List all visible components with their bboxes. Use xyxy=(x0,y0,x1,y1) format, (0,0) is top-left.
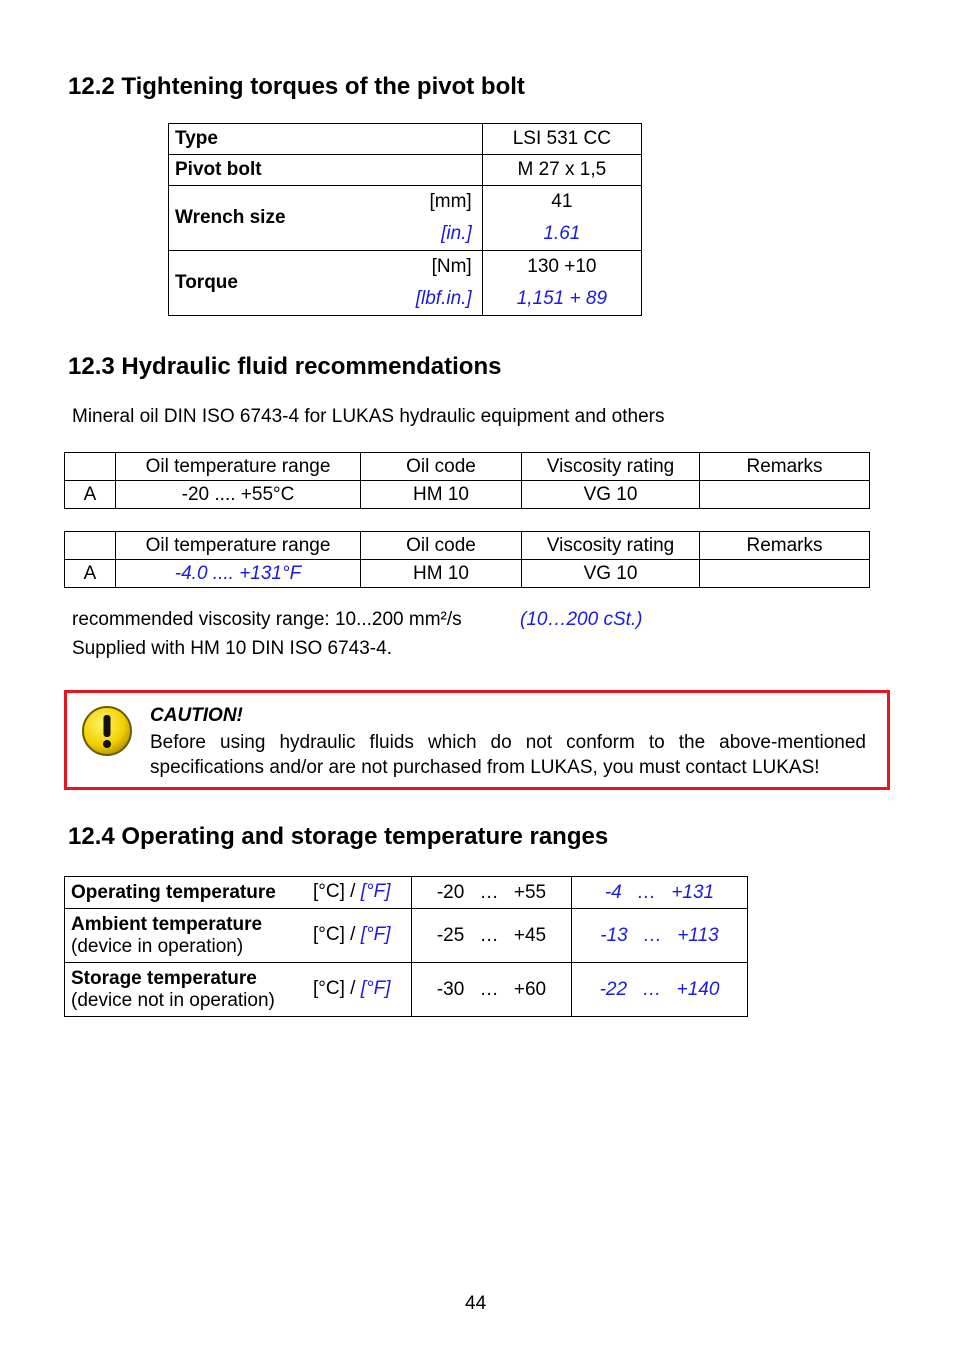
header-cell: Oil code xyxy=(361,453,522,481)
header-cell xyxy=(65,532,116,560)
torque-unit-imperial: [lbf.in.] xyxy=(415,288,472,309)
oil-table-imperial xyxy=(64,531,870,588)
header-cell xyxy=(65,453,116,481)
ellipsis: … xyxy=(637,881,657,903)
header-cell: Viscosity rating xyxy=(522,532,700,560)
row-sublabel: (device in operation) xyxy=(71,935,244,957)
header-cell: Oil code xyxy=(361,532,522,560)
table-cell: -4.0 .... +131°F xyxy=(116,560,361,588)
section-title-12-2: 12.2 Tightening torques of the pivot bolt xyxy=(68,73,525,100)
header-cell: Remarks xyxy=(700,532,870,560)
fahrenheit-max: +113 xyxy=(677,924,719,946)
type-label: Type xyxy=(169,124,483,155)
unit-imperial: [°F] xyxy=(360,978,391,999)
table-header-row xyxy=(65,532,870,560)
wrench-value-metric: 41 xyxy=(551,191,573,212)
page-number: 44 xyxy=(465,1293,487,1314)
ellipsis: … xyxy=(642,978,662,1000)
wrench-unit-metric: [mm] xyxy=(429,191,472,212)
oil-intro: Mineral oil DIN ISO 6743-4 for LUKAS hydraulic equipment and others xyxy=(72,406,665,427)
temperature-table xyxy=(64,876,748,1017)
caution-title: CAUTION! xyxy=(150,705,243,726)
warning-icon xyxy=(81,705,133,757)
unit-imperial: [°F] xyxy=(360,924,391,945)
torque-value-metric: 130 +10 xyxy=(527,256,597,277)
torque-value-imperial: 1,151 + 89 xyxy=(516,288,608,309)
wrench-value-imperial: 1.61 xyxy=(543,223,581,244)
table-cell: HM 10 xyxy=(361,481,522,509)
header-cell: Viscosity rating xyxy=(522,453,700,481)
table-cell: -20 .... +55°C xyxy=(116,481,361,509)
fahrenheit-min: -4 xyxy=(604,881,622,903)
table-row xyxy=(65,963,748,1017)
table-row xyxy=(65,481,870,509)
table-row xyxy=(65,909,748,963)
header-cell: Oil temperature range xyxy=(116,453,361,481)
ellipsis: … xyxy=(479,978,499,1000)
row-label: Storage temperature xyxy=(71,967,257,989)
torque-label: Torque xyxy=(169,251,346,316)
section-title-12-3: 12.3 Hydraulic fluid recommendations xyxy=(68,353,502,380)
supplied-note: Supplied with HM 10 DIN ISO 6743-4. xyxy=(72,638,392,659)
celsius-min: -30 xyxy=(436,978,465,1000)
table-cell: VG 10 xyxy=(522,560,700,588)
table-row xyxy=(169,186,642,251)
row-label: Operating temperature xyxy=(71,881,276,903)
celsius-max: +55 xyxy=(513,881,547,903)
table-row xyxy=(169,251,642,316)
table-row xyxy=(169,124,642,155)
pivot-label: Pivot bolt xyxy=(169,155,483,186)
table-cell xyxy=(700,481,870,509)
celsius-max: +60 xyxy=(513,978,547,1000)
ellipsis: … xyxy=(479,881,499,903)
row-label: Ambient temperature xyxy=(71,913,263,935)
pivot-value: M 27 x 1,5 xyxy=(482,155,641,186)
header-cell: Oil temperature range xyxy=(116,532,361,560)
viscosity-range: recommended viscosity range: 10...200 mm²/s xyxy=(72,609,462,630)
fahrenheit-max: +131 xyxy=(671,881,715,903)
celsius-min: -20 xyxy=(436,881,465,903)
table-row xyxy=(65,877,748,909)
table-cell: HM 10 xyxy=(361,560,522,588)
celsius-max: +45 xyxy=(513,924,547,946)
ellipsis: … xyxy=(479,924,499,946)
unit-metric: [°C] / xyxy=(313,924,356,945)
table-header-row xyxy=(65,453,870,481)
type-value: LSI 531 CC xyxy=(482,124,641,155)
fahrenheit-min: -22 xyxy=(599,978,628,1000)
row-sublabel: (device not in operation) xyxy=(71,989,275,1011)
table-cell: A xyxy=(65,481,116,509)
wrench-unit-imperial: [in.] xyxy=(441,223,472,244)
table-cell xyxy=(700,560,870,588)
caution-body: Before using hydraulic fluids which do not conform to the above-mentioned specifications and/or are not purchased from LUKAS, you must contact LUKAS! xyxy=(150,732,866,778)
unit-metric: [°C] / xyxy=(313,881,356,902)
section-title-12-4: 12.4 Operating and storage temperature ranges xyxy=(68,823,609,850)
table-row xyxy=(169,155,642,186)
oil-table-metric xyxy=(64,452,870,509)
table-cell: A xyxy=(65,560,116,588)
torque-table xyxy=(168,123,642,316)
table-row xyxy=(65,560,870,588)
ellipsis: … xyxy=(643,924,663,946)
wrench-label: Wrench size xyxy=(169,186,346,251)
unit-imperial: [°F] xyxy=(360,881,391,902)
viscosity-range-imperial: (10…200 cSt.) xyxy=(520,609,643,630)
header-cell: Remarks xyxy=(700,453,870,481)
torque-unit-metric: [Nm] xyxy=(431,256,472,277)
fahrenheit-max: +140 xyxy=(676,978,720,1000)
celsius-min: -25 xyxy=(436,924,465,946)
table-cell: VG 10 xyxy=(522,481,700,509)
unit-metric: [°C] / xyxy=(313,978,356,999)
caution-box xyxy=(64,690,890,790)
fahrenheit-min: -13 xyxy=(600,924,628,946)
